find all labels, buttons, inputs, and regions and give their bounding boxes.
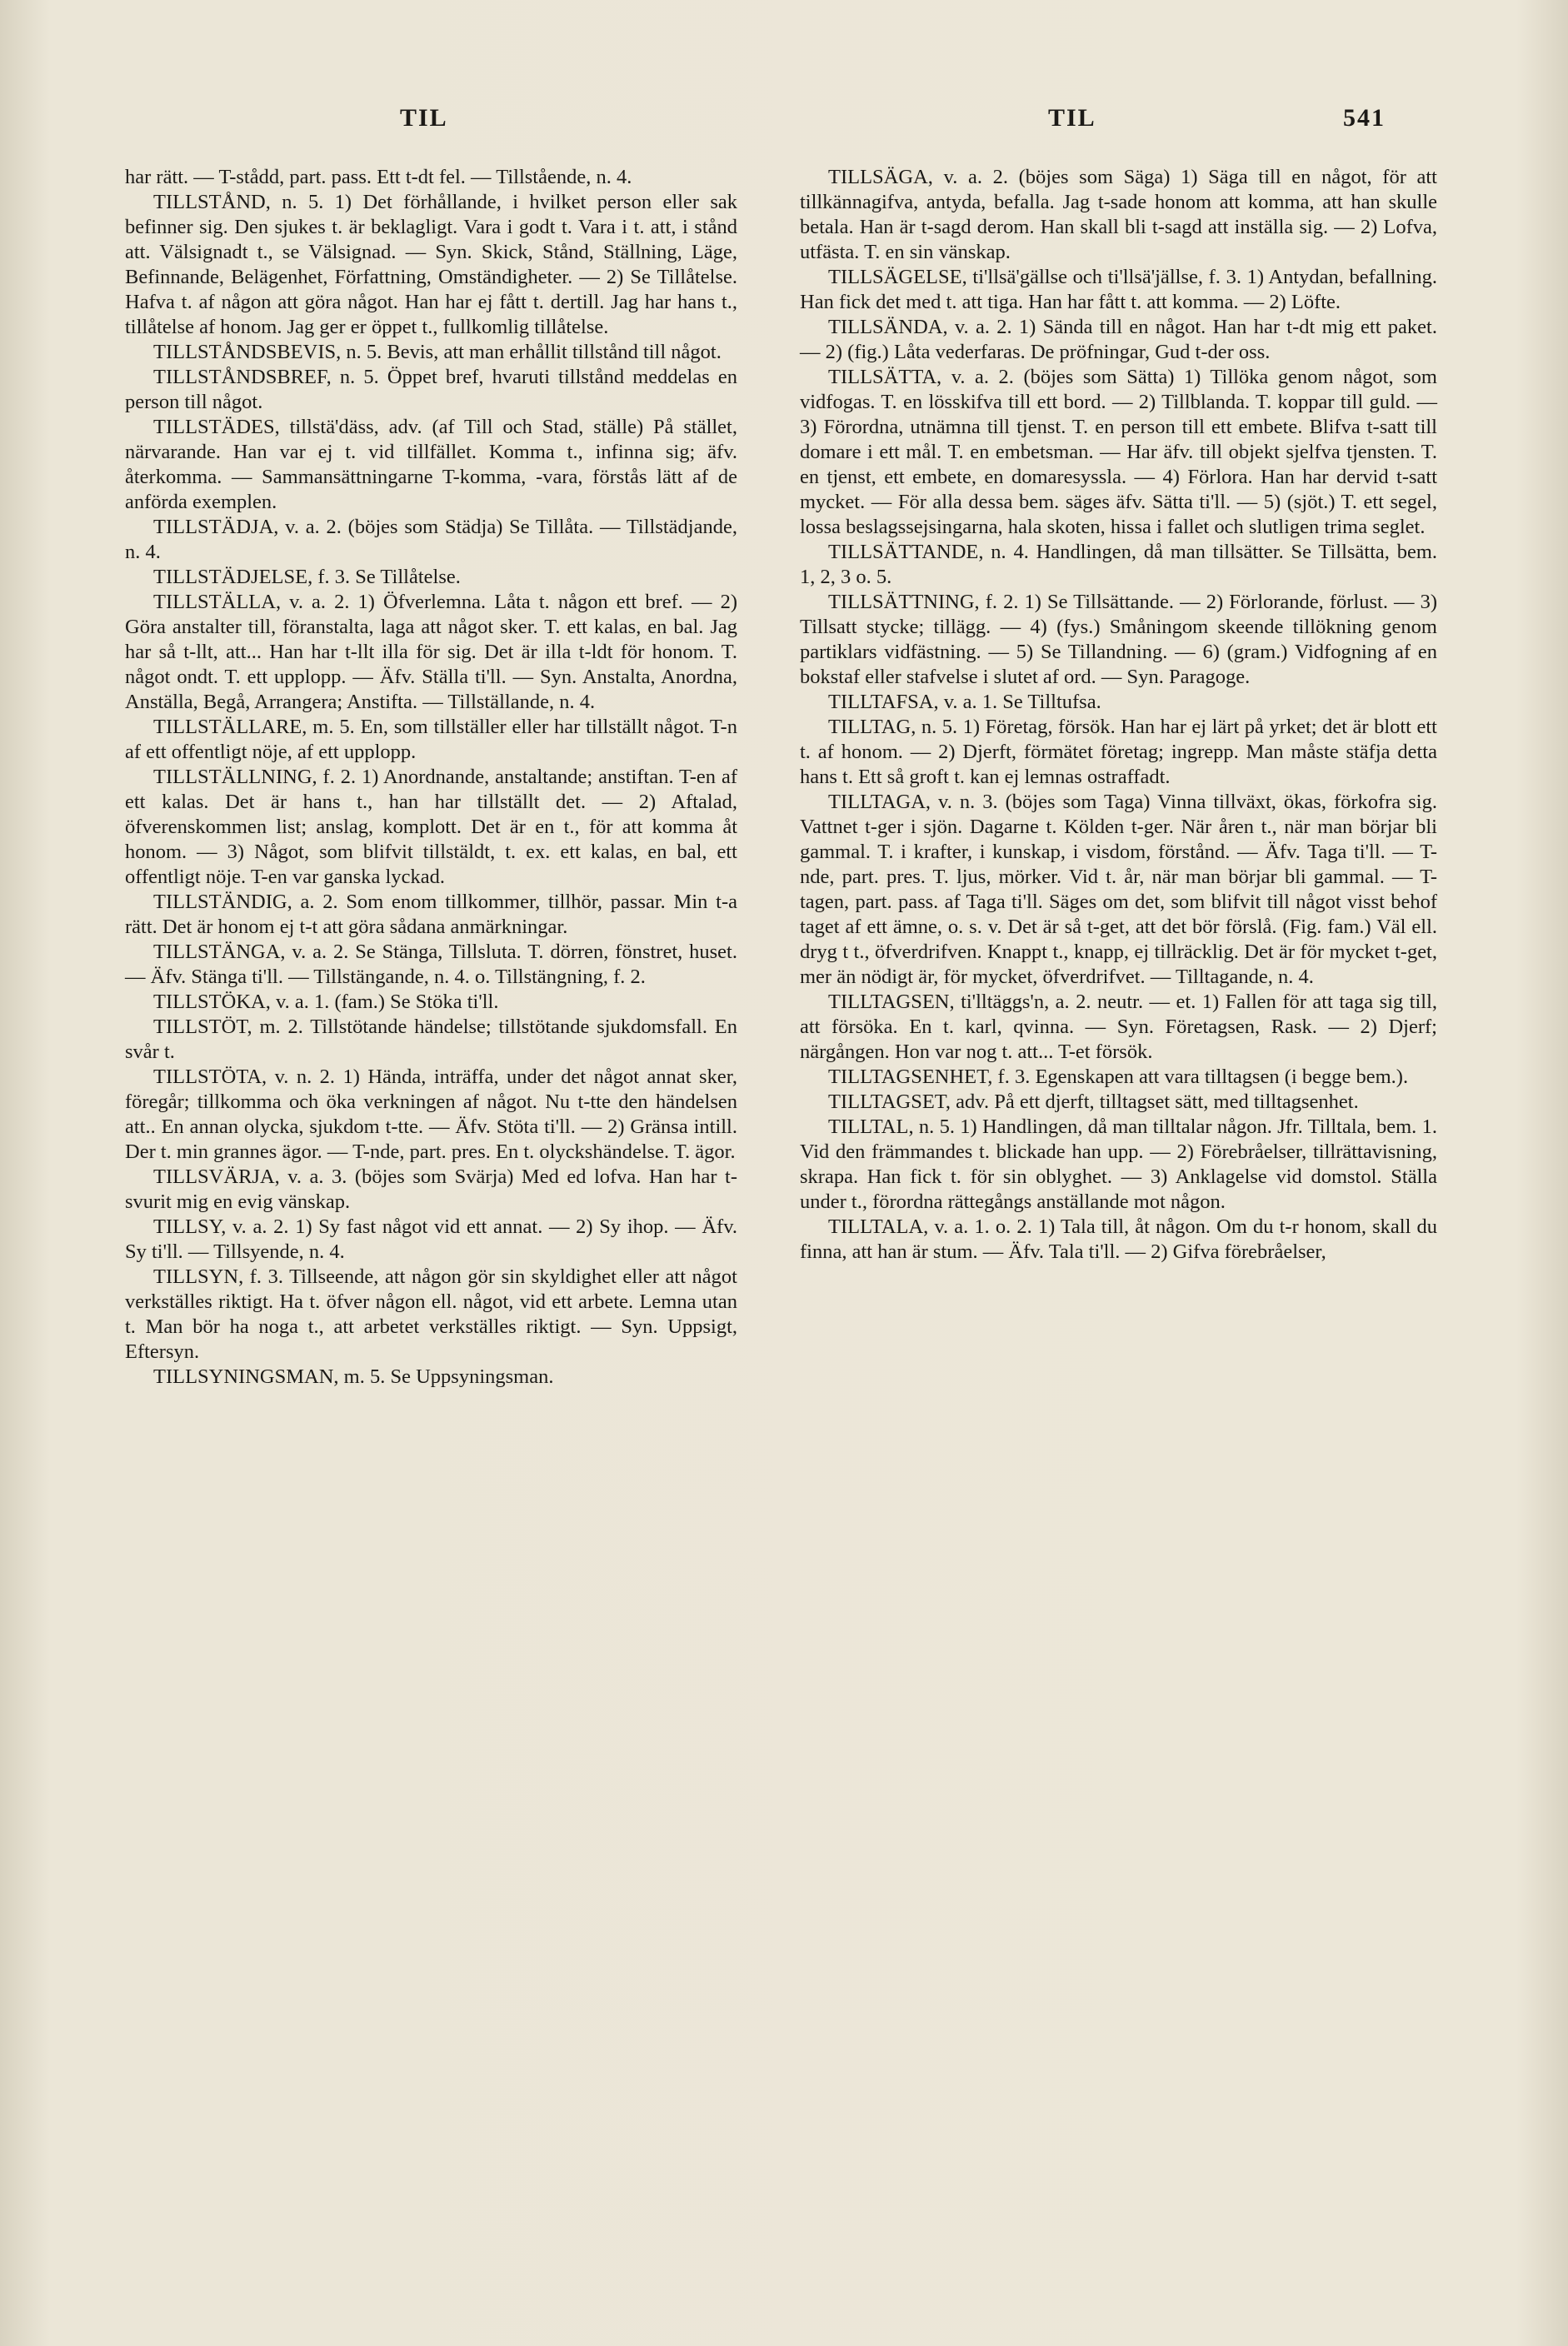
right-column [800,165,1437,1265]
page-number: 541 [1343,104,1386,132]
entry-text: TILLSTÖT, m. 2. Tillstötande händelse; tillstötande sjukdomsfall. En svår t. [125,1016,737,1063]
entry-text: TILLSTÄNGA, v. a. 2. Se Stänga, Tillsluta. T. dörren, fönstret, huset. — Äfv. Stänga ti'll. — Tillstängande, n. 4. o. Tillstängning, f. 2. [125,941,737,988]
entry-text: TILLTAFSA, v. a. 1. Se Tilltufsa. [828,691,1101,713]
entry-text: TILLSTÄDJELSE, f. 3. Se Tillåtelse. [153,566,461,588]
entry-text: TILLSÄGA, v. a. 2. (böjes som Säga) 1) Säga till en något, för att tillkännagifva, antyda, befalla. Jag t-sade honom att komma, att han skulle betala. Han är t-sagd derom. Han skall bli t-sagd att inställa sig. — 2) Lofva, utfästa. T. en sin vänskap. [800,166,1437,263]
entry-text: TILLSÄTTNING, f. 2. 1) Se Tillsättande. — 2) Förlorande, förlust. — 3) Tillsatt stycke; tillägg. — 4) (fys.) Småningom skeende tillökning genom partiklars vidfästning. — 5) Se Tillandning. — 6) (gram.) Vidfogning af en bokstaf eller stafvelse i slutet af ord. — Syn. Paragoge. [800,591,1437,688]
dictionary-entry [800,590,1437,690]
entry-text: TILLSTÄLLARE, m. 5. En, som tillställer eller har tillställt något. T-n af ett offentligt nöje, af ett upplopp. [125,716,737,763]
dictionary-entry [800,165,1437,265]
entry-text: TILLSYNINGSMAN, m. 5. Se Uppsyningsman. [153,1365,554,1388]
entry-text: TILLSÄTTA, v. a. 2. (böjes som Sätta) 1) Tillöka genom något, som vidfogas. T. en lösskifva till ett bord. — 2) Tillblanda. T. koppar till guld. — 3) Förordna, utnämna till tjenst. T. en person till ett embete. Blifva t-satt till domare i ett mål. T. en embetsman. — Har äfv. till objekt sjelfva tjensten. T. en tjenst, ett embete, en domaresyssla. — 4) Förlora. Han har dervid t-satt mycket. — För alla dessa bem. säges äfv. Sätta ti'll. — 5) (sjöt.) T. ett segel, lossa beslagssejsingarna, hala skoten, hissa i fallet och slutligen trima seglet. [800,366,1437,538]
dictionary-entry [125,1165,737,1215]
dictionary-entry [800,1090,1437,1115]
dictionary-entry [800,690,1437,715]
dictionary-entry [125,365,737,415]
entry-text: TILLTALA, v. a. 1. o. 2. 1) Tala till, åt någon. Om du t-r honom, skall du finna, att han är stum. — Äfv. Tala ti'll. — 2) Gifva förebråelser, [800,1215,1437,1263]
entry-text: TILLSTÄLLNING, f. 2. 1) Anordnande, anstaltande; anstiftan. T-en af ett kalas. Det är hans t., han har tillställt det. — 2) Aftalad, öfverenskommen list; anslag, komplott. Det är en t., för att komma åt honom. — 3) Något, som blifvit tillstäldt, t. ex. ett kalas, en bal, ett offentligt nöje. T-en var ganska lyckad. [125,766,737,888]
right-running-head: TIL [1048,104,1096,132]
entry-text: TILLSTÅNDSBEVIS, n. 5. Bevis, att man erhållit tillstånd till något. [153,341,722,363]
entry-text: TILLSÄNDA, v. a. 2. 1) Sända till en något. Han har t-dt mig ett paket. — 2) (fig.) Låta vederfaras. De pröfningar, Gud t-der oss. [800,316,1437,363]
dictionary-entry [800,790,1437,990]
entry-text: TILLSTÄDES, tillstä'däss, adv. (af Till och Stad, ställe) På stället, närvarande. Han var ej t. vid tillfället. Komma t., infinna sig; äfv. återkomma. — Sammansättningarne T-komma, -vara, förstås lätt af de anförda exemplen. [125,416,737,513]
left-running-head: TIL [400,104,448,132]
dictionary-entry [800,365,1437,540]
entry-text: TILLSTÅND, n. 5. 1) Det förhållande, i hvilket person eller sak befinner sig. Den sjukes t. är beklagligt. Vara i godt t. Vara i t. att, i stånd att. Välsignadt t., se Välsignad. — Syn. Skick, Stånd, Ställning, Läge, Befinnande, Belägenhet, Författning, Omständigheter. — 2) Se Tillåtelse. Hafva t. af någon att göra något. Han har ej fått t. dertill. Jag har hans t., tillåtelse af honom. Jag ger er öppet t., fullkomlig tillåtelse. [125,191,737,338]
dictionary-entry [800,1215,1437,1265]
dictionary-entry [800,1115,1437,1215]
entry-text: TILLSTÖKA, v. a. 1. (fam.) Se Stöka ti'll. [153,991,499,1013]
entry-text: TILLSTÖTA, v. n. 2. 1) Hända, inträffa, under det något annat sker, föregår; tillkomma och öka verkningen af något. Nu t-tte den händelsen att.. En annan olycka, sjukdom t-tte. — Äfv. Stöta ti'll. — 2) Gränsa intill. Der t. min grannes ägor. — T-nde, part. pres. En t. olyckshändelse. T. ägor. [125,1066,737,1163]
dictionary-entry [125,890,737,940]
entry-text: TILLSYN, f. 3. Tillseende, att någon gör sin skyldighet eller att något verkställes riktigt. Ha t. öfver någon ell. något, vid ett arbete. Lemna utan t. Man bör ha noga t., att arbetet verkställes riktigt. — Syn. Uppsigt, Eftersyn. [125,1265,737,1363]
entry-text: TILLSTÄDJA, v. a. 2. (böjes som Städja) Se Tillåta. — Tillstädjande, n. 4. [125,516,737,563]
dictionary-entry [125,1365,737,1390]
dictionary-entry [125,1015,737,1065]
dictionary-entry [125,515,737,565]
left-column [125,165,737,1390]
entry-text: TILLSTÄLLA, v. a. 2. 1) Öfverlemna. Låta t. någon ett bref. — 2) Göra anstalter till, föranstalta, laga att något sker. T. ett kalas, en bal. Jag har så t-llt, att... Han har t-llt illa för sig. Det är illa t-ldt för honom. T. något ondt. T. ett upplopp. — Äfv. Ställa ti'll. — Syn. Anstalta, Anordna, Anställa, Begå, Arrangera; Anstifta. — Tillställande, n. 4. [125,591,737,713]
dictionary-entry [125,340,737,365]
dictionary-entry [800,315,1437,365]
dictionary-entry [125,190,737,340]
entry-text: TILLSÄGELSE, ti'llsä'gällse och ti'llsä'jällse, f. 3. 1) Antydan, befallning. Han fick det med t. att tiga. Han har fått t. att komma. — 2) Löfte. [800,266,1437,313]
dictionary-entry [125,165,737,190]
dictionary-entry [800,265,1437,315]
dictionary-entry [125,590,737,715]
entry-text: TILLSVÄRJA, v. a. 3. (böjes som Svärja) Med ed lofva. Han har t-svurit mig en evig vänskap. [125,1166,737,1213]
dictionary-entry [125,565,737,590]
page-header [0,104,1568,146]
entry-text: TILLTAG, n. 5. 1) Företag, försök. Han har ej lärt på yrket; det är blott ett t. af honom. — 2) Djerft, förmätet företag; ingrepp. Man måste stäfja detta hans t. Ett så groft t. kan ej lemnas ostraffadt. [800,716,1437,788]
entry-text: TILLTAGA, v. n. 3. (böjes som Taga) Vinna tillväxt, ökas, förkofra sig. Vattnet t-ger i sjön. Dagarne t. Kölden t-ger. När åren t., när man börjar bli gammal. T. i krafter, i kunskap, i visdom, förstånd. — Äfv. Taga ti'll. — T-nde, part. pres. T. ljus, mörker. Vid t. år, när man börjar bli gammal. — T-tagen, part. pass. af Taga ti'll. Säges om det, som blifvit till något visst behof taget af ett ämne, o. s. v. Det är så t-get, att det bör förslå. (Fig. fam.) Väl ell. dryg t t., öfverdrifven. Knappt t., knapp, ej tillräcklig. Det är för mycket t-get, mer än nödigt är, för mycket, öfverdrifvet. — Tilltagande, n. 4. [800,791,1437,988]
entry-text: TILLTAL, n. 5. 1) Handlingen, då man tilltalar någon. Jfr. Tilltala, bem. 1. Vid den främmandes t. blickade han upp. — 2) Förebråelser, tillrättavisning, skrapa. Han fick t. för sin oblyghet. — 3) Anklagelse vid domstol. Ställa under t., förordna rättegångs anställande mot någon. [800,1116,1437,1213]
entry-text: TILLSY, v. a. 2. 1) Sy fast något vid ett annat. — 2) Sy ihop. — Äfv. Sy ti'll. — Tillsyende, n. 4. [125,1215,737,1263]
entry-text: TILLSÄTTANDE, n. 4. Handlingen, då man tillsätter. Se Tillsätta, bem. 1, 2, 3 o. 5. [800,541,1437,588]
dictionary-entry [800,540,1437,590]
entry-text: TILLSTÄNDIG, a. 2. Som enom tillkommer, tillhör, passar. Min t-a rätt. Det är honom ej t-t att göra sådana anmärkningar. [125,891,737,938]
entry-text: har rätt. — T-stådd, part. pass. Ett t-dt fel. — Tillstående, n. 4. [125,166,632,188]
entry-text: TILLTAGSEN, ti'lltäggs'n, a. 2. neutr. — et. 1) Fallen för att taga sig till, att försöka. En t. karl, qvinna. — Syn. Företagsen, Rask. — 2) Djerf; närgången. Hon var nog t. att... T-et försök. [800,991,1437,1063]
dictionary-entry [125,1215,737,1265]
dictionary-entry [800,990,1437,1065]
entry-text: TILLTAGSET, adv. På ett djerft, tilltagset sätt, med tilltagsenhet. [828,1091,1359,1113]
dictionary-entry [800,715,1437,790]
dictionary-entry [800,1065,1437,1090]
dictionary-entry [125,1065,737,1165]
entry-text: TILLSTÅNDSBREF, n. 5. Öppet bref, hvaruti tillstånd meddelas en person till något. [125,366,737,413]
dictionary-entry [125,765,737,890]
dictionary-entry [125,1265,737,1365]
dictionary-entry [125,940,737,990]
dictionary-entry [125,415,737,515]
entry-text: TILLTAGSENHET, f. 3. Egenskapen att vara tilltagsen (i begge bem.). [828,1066,1409,1088]
dictionary-entry [125,990,737,1015]
dictionary-entry [125,715,737,765]
